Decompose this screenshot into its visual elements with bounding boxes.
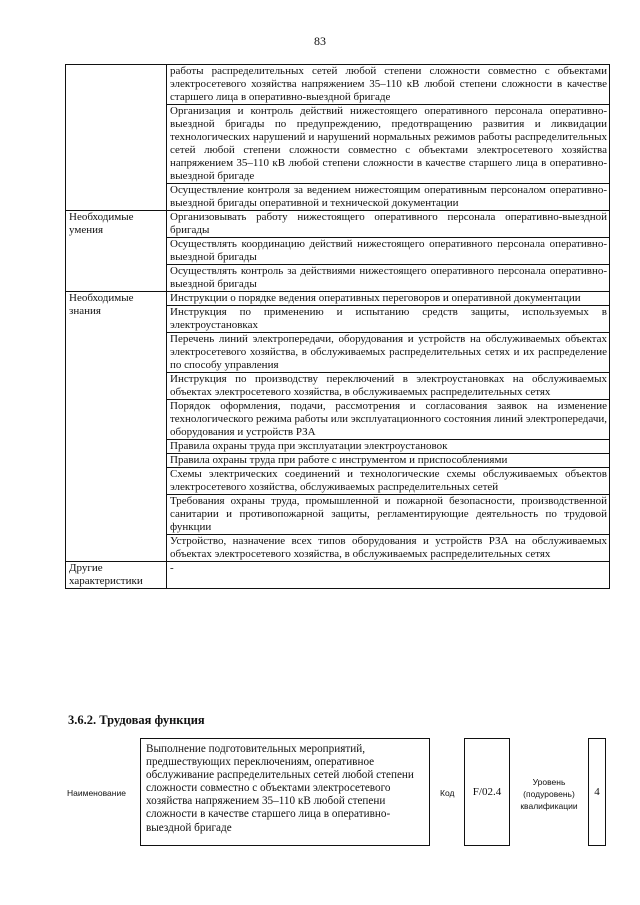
row-label-skills: Необходимые умения [66, 211, 167, 292]
table-row [66, 562, 610, 589]
row-text: Порядок оформления, подачи, рассмотрения и согласования заявок на изменение технологического режима работы или эксплуатационного состояния линий электропередачи, оборудования и устройств РЗА [167, 400, 610, 440]
section-title: 3.6.2. Трудовая функция [68, 713, 205, 727]
qualification-level-box: 4 [588, 738, 606, 846]
name-label: Наименование [67, 788, 126, 798]
row-text: Инструкции о порядке ведения оперативных переговоров и оперативной документации [167, 292, 610, 306]
code-value-box: F/02.4 [464, 738, 510, 846]
competency-table [65, 64, 610, 589]
row-text: Инструкция по производству переключений в электроустановках на обслуживаемых объектах электросетевого хозяйства, в обслуживаемых распределительных сетях [167, 373, 610, 400]
row-text: Осуществлять координацию действий нижестоящего оперативного персонала оперативно-выездной бригады [167, 238, 610, 265]
table-row [66, 211, 610, 238]
table-row [66, 65, 610, 105]
page-number: 83 [314, 34, 326, 48]
row-text: Схемы электрических соединений и технологические схемы обслуживаемых объектов электросетевого хозяйства, обслуживаемых распределительных сетей [167, 468, 610, 495]
row-text: Правила охраны труда при работе с инструментом и приспособлениями [167, 454, 610, 468]
function-name-box: Выполнение подготовительных мероприятий, предшествующих переключениям, оперативное обслуживание распределительных сетей любой степени сложности совместно с объектами электросетевого хозяйства напряжением 35–110 кВ любой степени сложности в качестве старшего лица в оперативно-выездной бригаде [140, 738, 430, 846]
row-label-knowledge: Необходимые знания [66, 292, 167, 562]
row-text: - [167, 562, 610, 589]
row-text: Устройство, назначение всех типов оборудования и устройств РЗА на обслуживаемых объектах электросетевого хозяйства, в обслуживаемых распределительных сетях [167, 535, 610, 562]
row-text: Перечень линий электропередачи, оборудования и устройств на обслуживаемых объектах электросетевого хозяйства, в обслуживаемых распределительных сетях и их распределение по способу управления [167, 333, 610, 373]
row-label [66, 65, 167, 211]
row-text: Требования охраны труда, промышленной и пожарной безопасности, производственной санитарии и противопожарной защиты, регламентирующие деятельность по трудовой функции [167, 495, 610, 535]
qualification-level-label: Уровень (подуровень) квалификации [520, 777, 578, 811]
row-text: Правила охраны труда при эксплуатации электроустановок [167, 440, 610, 454]
row-text: Организовывать работу нижестоящего оперативного персонала оперативно-выездной бригады [167, 211, 610, 238]
row-text: работы распределительных сетей любой степени сложности совместно с объектами электросетевого хозяйства напряжением 35–110 кВ любой степени сложности в качестве старшего лица в оперативно-выездной бригаде [167, 65, 610, 105]
row-text: Инструкция по применению и испытанию средств защиты, используемых в электроустановках [167, 306, 610, 333]
row-text: Осуществлять контроль за действиями нижестоящего оперативного персонала оперативно-выездной бригады [167, 265, 610, 292]
table-row [66, 292, 610, 306]
row-label-other: Другие характеристики [66, 562, 167, 589]
code-label: Код [440, 788, 455, 798]
row-text: Организация и контроль действий нижестоящего оперативного персонала оперативно-выездной бригады по предупреждению, предотвращению развития и ликвидации технологических нарушений и нарушений нормальных режимов работы распределительных сетей любой степени сложности совместно с объектами электросетевого хозяйства напряжением 35–110 кВ любой степени сложности в качестве старшего лица в оперативно-выездной бригаде [167, 105, 610, 184]
row-text: Осуществление контроля за ведением нижестоящим оперативным персоналом оперативно-выездной бригады оперативной и технической документации [167, 184, 610, 211]
